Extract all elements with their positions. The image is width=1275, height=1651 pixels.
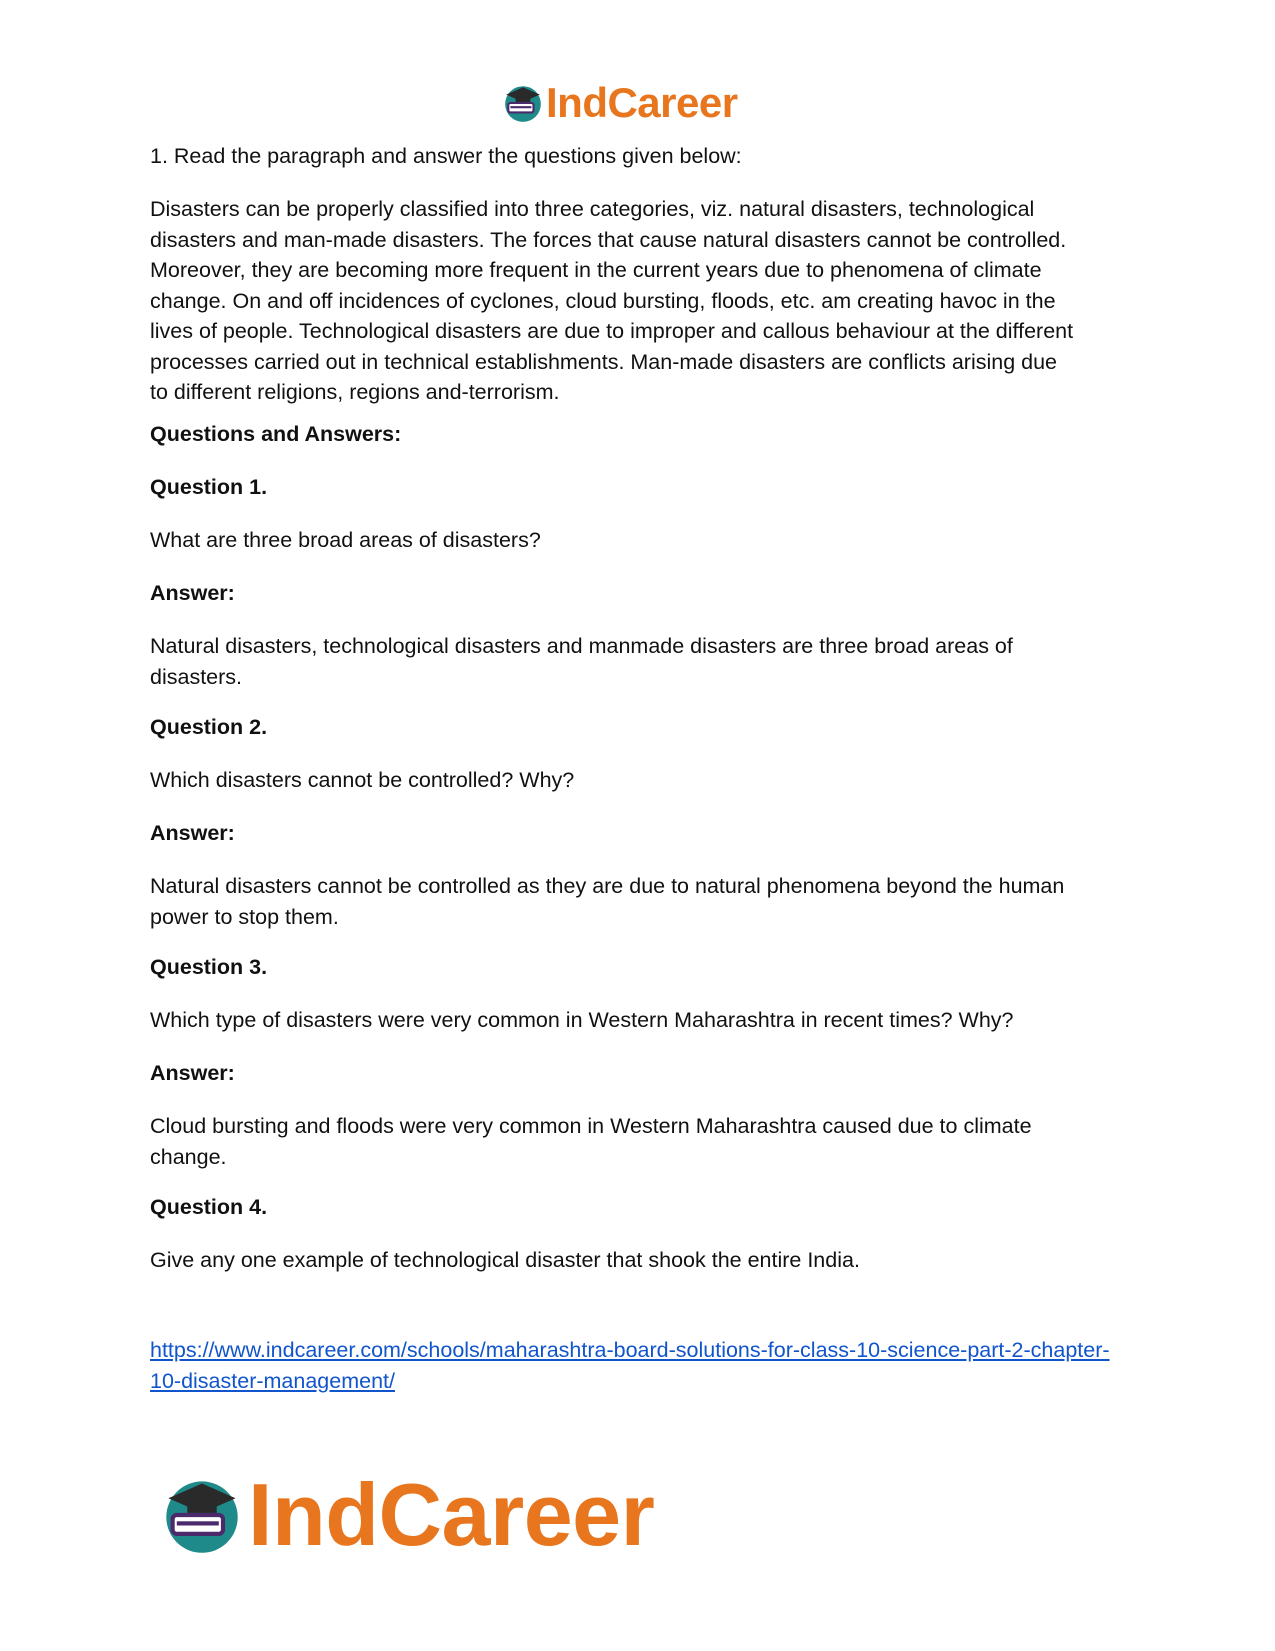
graduation-cap-book-globe-icon <box>502 82 544 124</box>
logo-text: IndCareer <box>546 79 738 126</box>
question-3-text: Which type of disasters were very common in Western Maharashtra in recent times? Why? <box>150 1008 1014 1032</box>
graduation-cap-book-globe-icon <box>160 1473 244 1557</box>
passage-paragraph: Disasters can be properly classified into three categories, viz. natural disasters, technological disasters and man-made disasters. The forces that cause natural disasters cannot be controlled. Moreover, they are becoming more frequent in the current years due to phenomena of climate change. On and off incidences of cyclones, cloud bursting, floods, etc. am creating havoc in the lives of people. Technological disasters are due to improper and callous behaviour at the different processes carried out in technical establishments. Man-made disasters are conflicts arising due to different religions, regions and-terrorism. <box>150 197 1074 404</box>
answer-2-label: Answer: <box>150 821 235 845</box>
header-logo <box>502 80 738 126</box>
question-4-text: Give any one example of technological disaster that shook the entire India. <box>150 1248 860 1272</box>
qa-heading: Questions and Answers: <box>150 422 402 446</box>
logo-text: IndCareer <box>248 1465 655 1564</box>
answer-2-text: Natural disasters cannot be controlled as they are due to natural phenomena beyond the human power to stop them. <box>150 874 1065 929</box>
intro-instruction: 1. Read the paragraph and answer the questions given below: <box>150 144 742 168</box>
question-2-text: Which disasters cannot be controlled? Why? <box>150 768 575 792</box>
answer-1-label: Answer: <box>150 581 235 605</box>
answer-3-text: Cloud bursting and floods were very common in Western Maharashtra caused due to climate change. <box>150 1114 1032 1169</box>
question-1-label: Question 1. <box>150 475 268 499</box>
question-2-label: Question 2. <box>150 715 268 739</box>
answer-3-label: Answer: <box>150 1061 235 1085</box>
answer-1-text: Natural disasters, technological disasters and manmade disasters are three broad areas of disasters. <box>150 634 1013 689</box>
question-3-label: Question 3. <box>150 955 268 979</box>
source-link-paragraph <box>150 1335 1120 1396</box>
question-4-label: Question 4. <box>150 1195 268 1219</box>
footer-logo <box>160 1465 655 1564</box>
source-link[interactable]: https://www.indcareer.com/schools/maharashtra-board-solutions-for-class-10-science-part-2-chapter-10-disaster-management/ <box>150 1338 1110 1393</box>
question-1-text: What are three broad areas of disasters? <box>150 528 541 552</box>
